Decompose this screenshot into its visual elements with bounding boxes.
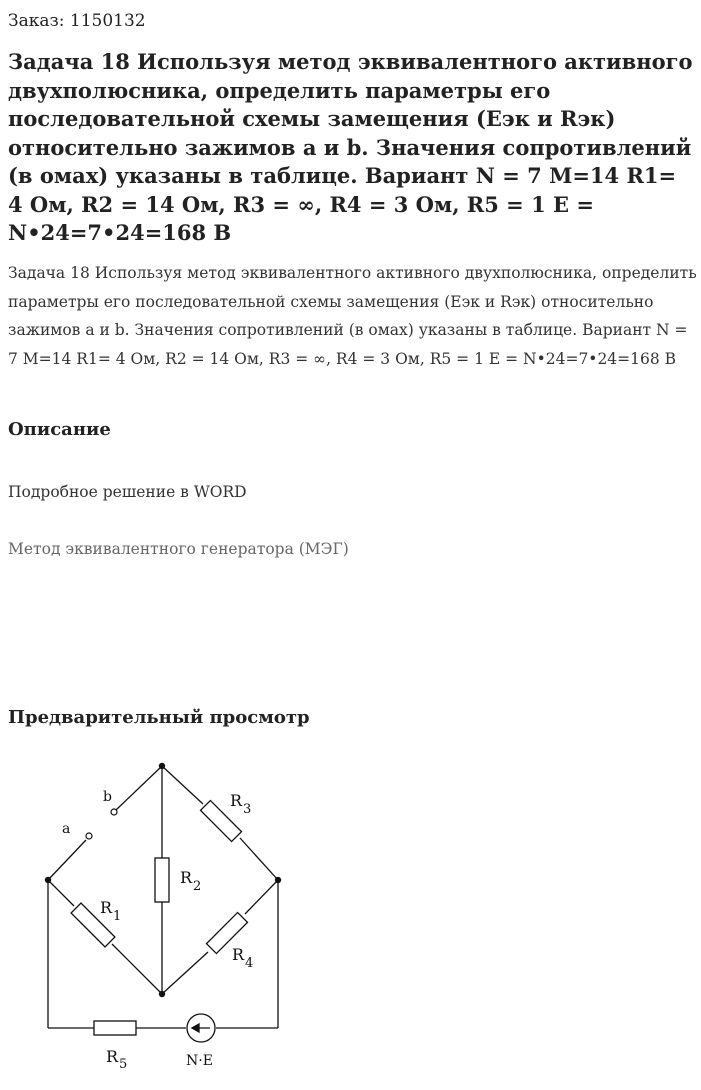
wire-left-a <box>48 840 86 880</box>
label-r3: $R_3$ <box>230 791 252 817</box>
label-source: N·E <box>186 1053 213 1069</box>
description-line-word: Подробное решение в WORD <box>8 483 247 501</box>
label-r2: $R_2$ <box>180 868 202 894</box>
wire-right-r4 <box>245 880 278 914</box>
wire-r3-right <box>240 838 278 880</box>
label-r4: $R_4$ <box>232 945 254 971</box>
wire-r4-bottom <box>162 952 208 994</box>
wire-r1-bottom <box>112 944 162 994</box>
node-left <box>45 877 51 883</box>
description-heading: Описание <box>8 419 111 440</box>
current-source <box>187 1014 215 1042</box>
order-number: Заказ: 1150132 <box>8 11 146 31</box>
wire-top-b <box>116 766 162 810</box>
task-text: Задача 18 Используя метод эквивалентного активного двухполюсника, определить параметры его последовательной схемы замещения (Еэк и Rэк) относительно зажимов a и b. Значения сопротивлений (в омах) указаны в таблице. Вариант N = 7 M=14 R1= 4 Ом, R2 = 14 Ом, R3 = ∞, R4 = 3 Ом, R5 = 1 E = N•24=7•24=168 В <box>8 264 697 368</box>
resistor-r2 <box>155 858 169 902</box>
description-line-method: Метод эквивалентного генератора (МЭГ) <box>8 540 349 558</box>
label-r1: $R_1$ <box>100 898 122 924</box>
page-title: Задача 18 Используя метод эквивалентного активного двухполюсника, определить параметры его последовательной схемы замещения (Еэк и Rэк) относительно зажимов a и b. Значения сопротивлений (в омах) указаны в таблице. Вариант N = 7 M=14 R1= 4 Ом, R2 = 14 Ом, R3 = ∞, R4 = 3 Ом, R5 = 1 E = N•24=7•24=168 В <box>8 49 693 245</box>
wire-left-r1 <box>48 880 74 906</box>
terminal-b <box>111 809 117 815</box>
node-right <box>275 877 281 883</box>
preview-heading: Предварительный просмотр <box>8 707 310 728</box>
label-terminal-a: a <box>62 821 71 837</box>
node-bottom <box>159 991 165 997</box>
resistor-r5 <box>94 1021 136 1035</box>
label-terminal-b: b <box>103 789 112 805</box>
circuit-diagram <box>0 740 320 1080</box>
node-top <box>159 763 165 769</box>
terminal-a <box>86 833 92 839</box>
label-r5: $R_5$ <box>106 1047 128 1072</box>
wire-top-r3 <box>162 766 203 804</box>
